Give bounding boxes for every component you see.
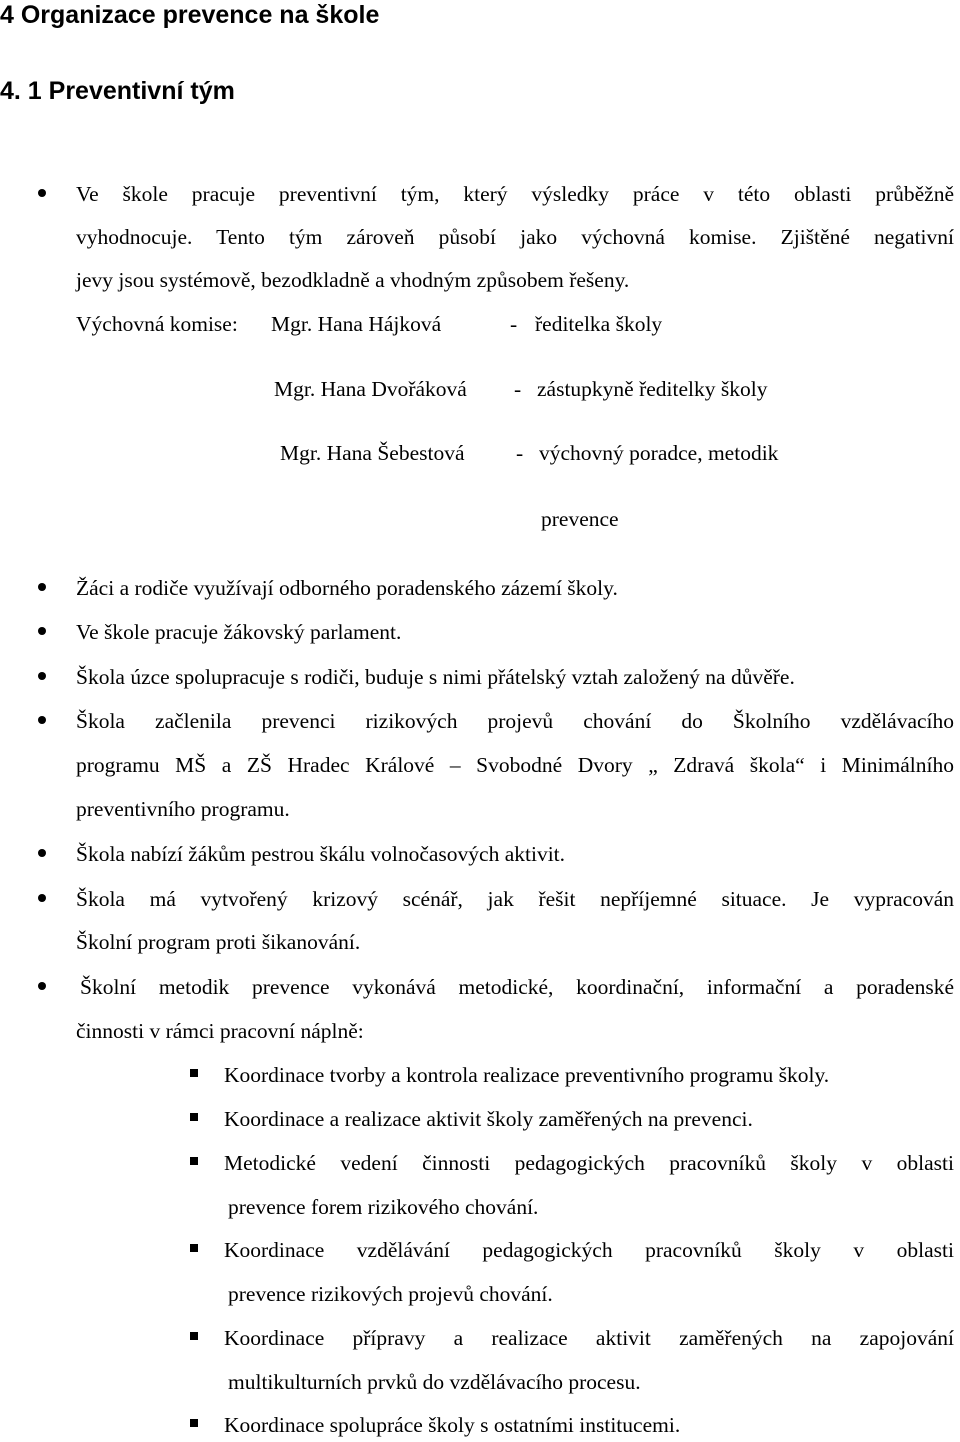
sub-list-line: prevence forem rizikového chování. xyxy=(228,1195,539,1219)
list-item: Žáci a rodiče využívají odborného poradenského zázemí školy. xyxy=(76,576,618,600)
bullet-dot xyxy=(38,583,46,591)
sub-list-line: Koordinace vzdělávání pedagogických pracovníků školy v oblasti xyxy=(224,1238,954,1262)
member-name: Mgr. Hana Dvořáková xyxy=(274,377,467,401)
list-item: Škola nabízí žákům pestrou škálu volnočasových aktivit. xyxy=(76,842,566,866)
bullet-dot xyxy=(38,894,46,902)
square-bullet xyxy=(190,1419,198,1427)
member-role-continued: prevence xyxy=(541,507,619,531)
bullet-dot xyxy=(38,716,46,724)
paragraph-line: činnosti v rámci pracovní náplně: xyxy=(76,1019,364,1043)
paragraph-line: Ve škole pracuje preventivní tým, který výsledky práce v této oblasti průběžně xyxy=(76,182,954,206)
member-dash: - xyxy=(510,312,518,336)
bullet-dot xyxy=(38,189,46,197)
member-name: Mgr. Hana Šebestová xyxy=(280,441,465,465)
chapter-heading: 4 Organizace prevence na škole xyxy=(0,1,380,29)
section-heading: 4. 1 Preventivní tým xyxy=(0,77,235,105)
paragraph-line: vyhodnocuje. Tento tým zároveň působí jako výchovná komise. Zjištěné negativní xyxy=(76,225,954,249)
sub-list-item: Koordinace a realizace aktivit školy zaměřených na prevenci. xyxy=(224,1107,753,1131)
member-role: ředitelka školy xyxy=(535,312,663,336)
sub-list-item: Koordinace spolupráce školy s ostatními institucemi. xyxy=(224,1413,681,1437)
member-role: zástupkyně ředitelky školy xyxy=(537,377,768,401)
paragraph-line: jevy jsou systémově, bezodkladně a vhodným způsobem řešeny. xyxy=(76,268,630,292)
paragraph-line: Školní metodik prevence vykonává metodické, koordinační, informační a poradenské xyxy=(80,975,954,999)
bullet-dot xyxy=(38,849,46,857)
square-bullet xyxy=(190,1069,198,1077)
paragraph-line: Škola začlenila prevenci rizikových projevů chování do Školního vzdělávacího xyxy=(76,709,954,733)
list-item: Škola úzce spolupracuje s rodiči, buduje s nimi přátelský vztah založený na důvěře. xyxy=(76,665,795,689)
list-item: Ve škole pracuje žákovský parlament. xyxy=(76,620,402,644)
paragraph-line: Školní program proti šikanování. xyxy=(76,930,361,954)
paragraph-line: programu MŠ a ZŠ Hradec Králové – Svobodné Dvory „ Zdravá škola“ i Minimálního xyxy=(76,753,954,777)
bullet-dot xyxy=(38,982,46,990)
paragraph-line: Škola má vytvořený krizový scénář, jak řešit nepříjemné situace. Je vypracován xyxy=(76,887,954,911)
member-dash: - xyxy=(514,377,522,401)
square-bullet xyxy=(190,1332,198,1340)
sub-list-item: Koordinace tvorby a kontrola realizace preventivního programu školy. xyxy=(224,1063,830,1087)
sub-list-line: Metodické vedení činnosti pedagogických pracovníků školy v oblasti xyxy=(224,1151,954,1175)
sub-list-line: Koordinace přípravy a realizace aktivit zaměřených na zapojování xyxy=(224,1326,954,1350)
paragraph-line: preventivního programu. xyxy=(76,797,290,821)
member-name: Mgr. Hana Hájková xyxy=(271,312,442,336)
member-dash: - xyxy=(516,441,524,465)
bullet-dot xyxy=(38,627,46,635)
square-bullet xyxy=(190,1244,198,1252)
commission-label: Výchovná komise: xyxy=(76,312,238,336)
square-bullet xyxy=(190,1157,198,1165)
member-role: výchovný poradce, metodik xyxy=(539,441,779,465)
sub-list-line: prevence rizikových projevů chování. xyxy=(228,1282,553,1306)
square-bullet xyxy=(190,1113,198,1121)
sub-list-line: multikulturních prvků do vzdělávacího procesu. xyxy=(228,1370,641,1394)
bullet-dot xyxy=(38,672,46,680)
